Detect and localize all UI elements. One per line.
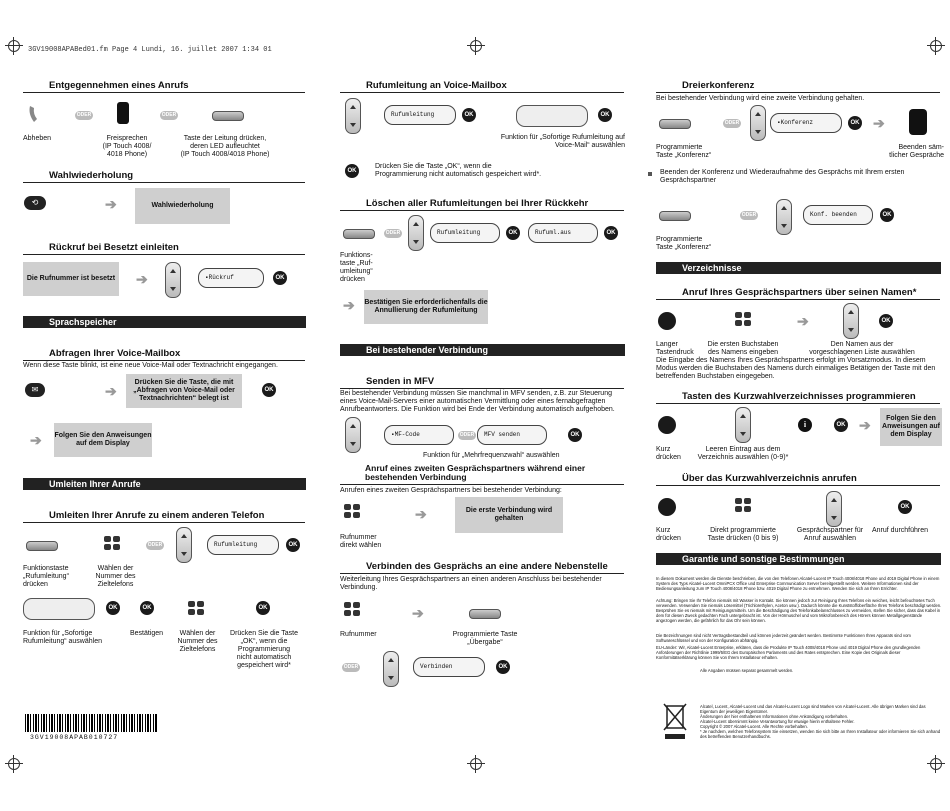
arrow-right-icon: ➔ xyxy=(105,383,117,399)
section-title: Wahlwiederholung xyxy=(23,170,305,183)
barcode xyxy=(25,714,157,732)
legal-text: Die Bezeichnungen sind nicht Vertragsbestandteil und können jederzeit geändert werden. Bestimmte Funktionen Ihres Apparats sind vom Softwareschlüssel und von der Konfiguration abhängig. xyxy=(656,633,911,643)
caption: Direkt programmierte Taste drücken (0 bis 9) xyxy=(707,527,779,542)
band-title: Umleiten Ihrer Anrufe xyxy=(23,478,306,490)
display-field: Verbinden xyxy=(413,657,485,677)
section-title: Tasten des Kurzwahlverzeichnisses programmieren xyxy=(656,391,940,404)
intro-text: Anrufen eines zweiten Gesprächspartners bei bestehender Verbindung: xyxy=(340,487,562,494)
ok-button[interactable]: OK xyxy=(568,428,582,442)
arrow-right-icon: ➔ xyxy=(136,271,148,287)
keypad-icon[interactable] xyxy=(344,504,362,520)
section-title: Rückruf bei Besetzt einleiten xyxy=(23,242,305,255)
registration-mark xyxy=(8,758,20,770)
intro-text: Bei bestehender Verbindung wird eine zweite Verbindung gehalten. xyxy=(656,95,865,102)
ok-button[interactable]: OK xyxy=(879,314,893,328)
ok-button[interactable]: OK xyxy=(604,226,618,240)
display-field xyxy=(516,105,588,127)
section-title: Anruf eines zweiten Gesprächspartners während einer bestehenden Verbindung xyxy=(365,463,586,482)
bullet-text: Beenden der Konferenz und Wiederaufnahme des Gesprächs mit Ihrem ersten Gesprächspartner xyxy=(660,169,905,184)
info-key-icon[interactable]: i xyxy=(798,418,812,432)
legal-text: EU-Länder: Wir, Alcatel-Lucent Enterprise, erklären, dass die Produkte IP Touch 4008/4018 Phone und 4019 Digital Phone den grundlegenden Anforderungen der Richtlinie 1999/5/EG des Europäischen Parlaments und des Rates entsprechen. Eine Kopie des Originals dieser Konformitätserklärung können Sie von Ihrem Installateur erhalten. xyxy=(656,645,921,660)
navigator-icon[interactable] xyxy=(165,262,181,298)
caption: Freisprechen (IP Touch 4008/ 4018 Phone) xyxy=(102,135,152,158)
caption: Rufnummer xyxy=(340,631,377,638)
legal-text: Achtung: Bringen Sie Ihr Telefon niemals mit Wasser in Kontakt. Sie können jedoch zur Reinigung Ihres Telefons ein weiches, leicht befeuchtetes Tuch verwenden. Verwenden Sie niemals Lösemittel (Trichlorethylen, Aceton usw.). Dadurch könnte die Kunststoffoberfläche Ihres Telefons beschädigt werden. Besprühen Sie es niemals mit Reinigungsmitteln. Um die Beschädigung des Telefonkabelanschlusses zu vermeiden, stellen Sie sicher, dass das Kabel in dem für diesen Zweck gedachten Fach untergebracht ist. Von der Hörmuschel und vom Mikrofonbereich des Hörers können Metallgegenstände angezogen werden, die gefährlich für das Ohr sein können. xyxy=(656,598,942,623)
band-title: Bei bestehender Verbindung xyxy=(340,344,625,356)
ok-button[interactable]: OK xyxy=(898,500,912,514)
mail-key-icon[interactable]: ✉ xyxy=(25,383,45,397)
caption: Kurz drücken xyxy=(656,446,681,461)
navigator-icon[interactable] xyxy=(345,98,361,134)
arrow-right-icon: ➔ xyxy=(797,313,809,329)
ok-button[interactable]: OK xyxy=(345,164,359,178)
keypad-icon[interactable] xyxy=(735,312,753,328)
caption: Die ersten Buchstaben des Namens eingeben xyxy=(707,341,779,356)
ok-button[interactable]: OK xyxy=(286,538,300,552)
info-box: Wahlwiederholung xyxy=(135,188,230,224)
caption: Beenden säm- tlicher Gespräche xyxy=(889,144,944,159)
ok-button[interactable]: OK xyxy=(506,226,520,240)
arrow-right-icon: ➔ xyxy=(412,605,424,621)
function-key-icon[interactable] xyxy=(659,211,691,221)
hang-up-key-icon[interactable] xyxy=(909,109,927,135)
caption: Taste der Leitung drücken, deren LED aufleuchtet (IP Touch 4008/4018 Phone) xyxy=(180,135,270,158)
caption: Abheben xyxy=(23,135,52,142)
navigator-icon[interactable] xyxy=(750,105,766,141)
speaker-key-icon[interactable] xyxy=(117,102,129,124)
display-field: Rufumleitung xyxy=(430,223,500,243)
section-title: Umleiten Ihrer Anrufe zu einem anderen Telefon xyxy=(23,510,305,523)
navigator-icon[interactable] xyxy=(176,527,192,563)
caption: Wählen der Nummer des Zieltelefons xyxy=(177,630,218,653)
oder-label: ODER xyxy=(76,112,92,118)
body-text: Weiterleitung Ihres Gesprächspartners an einen anderen Anschluss bei bestehender Verbindung. xyxy=(340,576,602,591)
section-title: Dreierkonferenz xyxy=(656,80,940,93)
ok-button[interactable]: OK xyxy=(880,208,894,222)
section-title: Über das Kurzwahlverzeichnis anrufen xyxy=(656,473,940,486)
section-title: Entgegennehmen eines Anrufs xyxy=(23,80,305,93)
caption: Anruf durchführen xyxy=(872,527,929,534)
function-key-icon[interactable] xyxy=(469,609,501,619)
oder-label: ODER xyxy=(147,542,163,548)
info-box: Bestätigen Sie erforderlichenfalls die Annullierung der Rufumleitung xyxy=(364,290,488,324)
body-text: Die Eingabe des Namens Ihres Gesprächspartners erfolgt im Vorsatzmodus. In diesem Modus werden die Buchstaben des Namens durch einmaliges Betätigen der Taste mit den betreffenden Buchstaben eingegeben. xyxy=(656,357,936,380)
ok-button[interactable]: OK xyxy=(256,601,270,615)
caption: Langer Tastendruck xyxy=(656,341,694,356)
ok-button[interactable]: OK xyxy=(462,108,476,122)
info-box: Folgen Sie den Anweisungen auf dem Display xyxy=(880,408,942,446)
ok-button[interactable]: OK xyxy=(140,601,154,615)
caption: Funktion für „Sofortige Rufumleitung“ auswählen xyxy=(23,630,102,645)
caption: Funktionstaste „Rufumleitung“ drücken xyxy=(23,565,69,588)
weee-bin-icon xyxy=(660,700,690,742)
legal-text: In diesem Dokument werden die Dienste beschrieben, die von den Telefonen Alcatel-Lucent IP Touch 4008/4018 Phone und 4019 Digital Phone in einem System des Typs Alcatel-Lucent OmniPCX Office und Enterprise Communication Server bereitgestellt werden. Weitere Informationen sind der Bedienungsanleitung zum IP Touch 4008/4018 Phone bzw. 4019 Digital Phone zu entnehmen. Wenden Sie sich an Ihren Errichter. xyxy=(656,576,940,591)
arrow-right-icon: ➔ xyxy=(859,417,871,433)
oder-label: ODER xyxy=(161,112,177,118)
section-title: Löschen aller Rufumleitungen bei Ihrer Rückkehr xyxy=(340,198,624,211)
function-key-icon[interactable] xyxy=(659,119,691,129)
navigator-icon[interactable] xyxy=(776,199,792,235)
handset-icon xyxy=(28,104,42,124)
line-key-icon[interactable] xyxy=(212,111,244,121)
display-field: Rufumleitung xyxy=(207,535,279,555)
caption: Programmierte Taste „Konferenz“ xyxy=(656,144,712,159)
ok-button[interactable]: OK xyxy=(598,108,612,122)
ok-button[interactable]: OK xyxy=(848,116,862,130)
oder-label: ODER xyxy=(459,432,475,438)
body-text: Bei bestehender Verbindung müssen Sie manchmal in MFV senden, z.B. zur Steuerung eines Voice-Mail-Servers einer automatischen Vermittlung oder eines fernabgefragten Anrufbeantworters. Die Funktion wird bei Ende der Verbindung automatisch aufgehoben. xyxy=(340,390,615,413)
arrow-right-icon: ➔ xyxy=(343,297,355,313)
info-box: Die erste Verbindung wird gehalten xyxy=(455,497,563,533)
divider xyxy=(340,484,624,485)
redial-key-icon[interactable]: ⟲ xyxy=(24,196,46,210)
arrow-right-icon: ➔ xyxy=(105,196,117,212)
caption: Funktions- taste „Ruf- umleitung“ drücken xyxy=(340,252,373,283)
keypad-icon[interactable] xyxy=(188,601,206,617)
oder-label: ODER xyxy=(724,120,740,126)
registration-mark xyxy=(930,40,942,52)
caption: Funktion für „Sofortige Rufumleitung auf Voice-Mail“ auswählen xyxy=(500,134,625,149)
display-field: ▪Rückruf xyxy=(198,268,264,288)
arrow-right-icon: ➔ xyxy=(30,432,42,448)
intro-text: Wenn diese Taste blinkt, ist eine neue Voice-Mail oder Textnachricht eingegangen. xyxy=(23,362,278,369)
keypad-icon[interactable] xyxy=(104,536,122,552)
display-field: MFV senden xyxy=(477,425,547,445)
navigator-icon[interactable] xyxy=(408,215,424,251)
caption: Drücken Sie die Taste „OK“, wenn die Programmierung nicht automatisch gespeichert wird* xyxy=(230,630,298,669)
oder-label: ODER xyxy=(741,212,757,218)
display-field: Rufumleitung xyxy=(384,105,456,125)
file-header: 3GV19008APABed01.fm Page 4 Lundi, 16. juillet 2007 1:34 01 xyxy=(28,46,272,54)
display-field: ▪MF-Code xyxy=(384,425,454,445)
directory-key-icon[interactable] xyxy=(658,312,676,330)
caption: Programmierte Taste „Übergabe“ xyxy=(452,631,518,646)
directory-key-icon[interactable] xyxy=(658,498,676,516)
display-field xyxy=(23,598,95,620)
section-title: Verbinden des Gesprächs an eine andere Nebenstelle xyxy=(340,561,624,574)
note-text: Drücken Sie die Taste „OK“, wenn die Programmierung nicht automatisch gespeichert wird*. xyxy=(375,163,542,178)
registration-mark xyxy=(470,758,482,770)
caption: Kurz drücken xyxy=(656,527,681,542)
ok-button[interactable]: OK xyxy=(106,601,120,615)
band-title: Garantie und sonstige Bestimmungen xyxy=(656,553,941,565)
display-field: ▪Konferenz xyxy=(770,113,842,133)
ok-button[interactable]: OK xyxy=(262,383,276,397)
bullet xyxy=(648,172,652,176)
directory-key-icon[interactable] xyxy=(658,416,676,434)
ok-button[interactable]: OK xyxy=(496,660,510,674)
navigator-icon[interactable] xyxy=(843,303,859,339)
registration-mark xyxy=(8,40,20,52)
band-title: Verzeichnisse xyxy=(656,262,941,274)
navigator-icon[interactable] xyxy=(345,417,361,453)
keypad-icon[interactable] xyxy=(344,602,362,618)
section-title: Anruf Ihres Gesprächspartners über seinen Namen* xyxy=(656,287,940,300)
keypad-icon[interactable] xyxy=(735,498,753,514)
caption: Leeren Eintrag aus dem Verzeichnis auswählen (0-9)* xyxy=(697,446,789,461)
oder-label: ODER xyxy=(385,230,401,236)
section-title: Abfragen Ihrer Voice-Mailbox xyxy=(23,348,305,361)
band-title: Sprachspeicher xyxy=(23,316,306,328)
legal-text: Alcatel, Lucent, Alcatel-Lucent und das Alcatel-Lucent Logo sind Marken von Alcatel-Lucent. Alle übrigen Marken sind das Eigentum der jeweiligen Eigentümer. Änderungen der hier enthaltenen Informationen ohne Ankündigung vorbehalten. Alcatel-Lucent übernimmt keine Verantwortung für etwaige hierin enthaltene Fehler. Copyright © 2007 Alcatel-Lucent. Alle Rechte vorbehalten. * Je nachdem, welchen Telefonsystem Sie einsetzen, wenden Sie sich bitte an Ihren Installateur oder informieren Sie sich anhand des betreffenden Benutzerhandbuchs. xyxy=(700,704,941,739)
function-key-icon[interactable] xyxy=(343,229,375,239)
oder-label: ODER xyxy=(343,664,359,670)
display-field: Konf. beenden xyxy=(803,205,873,225)
function-key-icon[interactable] xyxy=(26,541,58,551)
info-box: Die Rufnummer ist besetzt xyxy=(23,262,119,296)
caption: Gesprächspartner für Anruf auswählen xyxy=(796,527,864,542)
display-field: Rufuml.aus xyxy=(528,223,598,243)
info-box: Folgen Sie den Anweisungen auf dem Display xyxy=(54,423,152,457)
ok-button[interactable]: OK xyxy=(273,271,287,285)
info-box: Drücken Sie die Taste, die mit „Abfragen von Voice-Mail oder Textnachrichten“ belegt ist xyxy=(126,374,242,408)
arrow-right-icon: ➔ xyxy=(415,506,427,522)
ok-button[interactable]: OK xyxy=(834,418,848,432)
navigator-icon[interactable] xyxy=(383,651,399,687)
caption: Wählen der Nummer des Zieltelefons xyxy=(95,565,136,588)
caption: Programmierte Taste „Konferenz“ xyxy=(656,236,712,251)
caption: Den Namen aus der vorgeschlagenen Liste auswählen xyxy=(809,341,915,356)
navigator-icon[interactable] xyxy=(826,491,842,527)
registration-mark xyxy=(470,40,482,52)
caption: Bestätigen xyxy=(130,630,164,637)
registration-mark xyxy=(930,758,942,770)
barcode-number: 3GV19008APAB010727 xyxy=(30,734,119,741)
arrow-right-icon: ➔ xyxy=(873,115,885,131)
legal-text: Alle Angaben müssen separat gesammelt werden. xyxy=(700,668,794,673)
section-title: Rufumleitung an Voice-Mailbox xyxy=(340,80,624,93)
caption: Funktion für „Mehrfrequenzwahl“ auswählen xyxy=(423,452,560,459)
navigator-icon[interactable] xyxy=(735,407,751,443)
caption: Rufnummer direkt wählen xyxy=(340,534,382,549)
section-title: Senden in MFV xyxy=(340,376,624,389)
